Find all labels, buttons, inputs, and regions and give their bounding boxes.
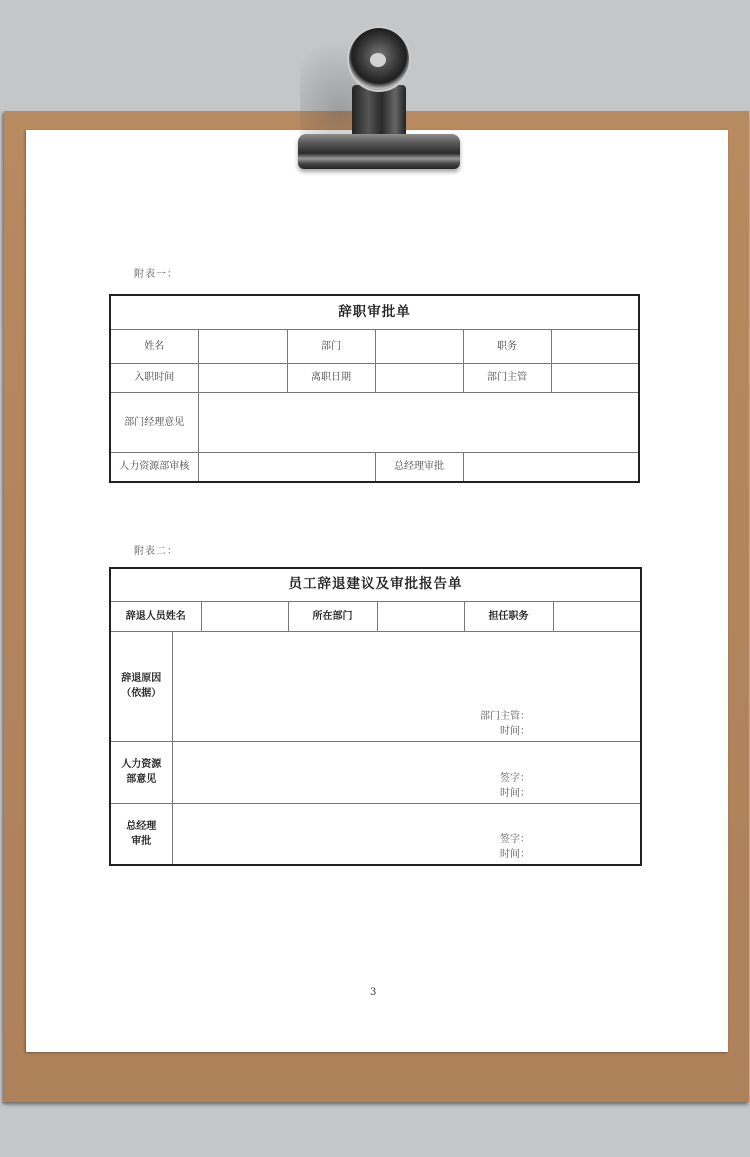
dismissal-report-form: [109, 567, 642, 866]
department-label: 部门: [287, 329, 375, 363]
signature-label: 签字：: [500, 772, 531, 784]
signature-block: [500, 771, 530, 801]
hr-review-field[interactable]: [198, 452, 375, 482]
label-line1: 人力资源: [121, 759, 162, 770]
manager-opinion-field[interactable]: [198, 392, 639, 452]
leave-date-field[interactable]: [375, 363, 463, 392]
date-label: 时间：: [500, 849, 531, 860]
manager-opinion-label: 部门经理意见: [110, 392, 198, 452]
binder-clip-neck: [352, 85, 406, 137]
label-line2: （依据）: [121, 688, 162, 699]
position-field[interactable]: [551, 329, 639, 363]
dismissal-reason-field[interactable]: [172, 631, 641, 741]
signature-block: [500, 832, 530, 862]
form-title: 辞职审批单: [110, 295, 639, 329]
label-line2: 部意见: [126, 774, 157, 785]
hr-opinion-label: [110, 741, 172, 803]
appendix1-caption: 附表一：: [134, 269, 178, 280]
supervisor-label: 部门主管: [463, 363, 551, 392]
binder-clip-icon: [298, 134, 460, 169]
name-field[interactable]: [198, 329, 287, 363]
page-number: 3: [370, 987, 377, 998]
hr-opinion-field[interactable]: [172, 741, 641, 803]
supervisor-field[interactable]: [551, 363, 639, 392]
position-field[interactable]: [553, 601, 641, 631]
label-line1: 总经理: [126, 820, 157, 832]
resignation-approval-form: [109, 294, 640, 483]
hr-review-label: 人力资源部审核: [110, 452, 198, 482]
gm-approval-field[interactable]: [172, 803, 641, 865]
date-label: 时间：: [500, 787, 531, 799]
department-field[interactable]: [375, 329, 463, 363]
signature-label: 签字：: [500, 834, 531, 845]
dismissed-name-label: 辞退人员姓名: [110, 601, 201, 631]
dismissal-reason-label: [110, 631, 172, 741]
gm-approval-label: 总经理审批: [375, 452, 463, 482]
department-label: 所在部门: [288, 601, 377, 631]
gm-approval-field[interactable]: [463, 452, 639, 482]
date-label: 时间：: [500, 725, 531, 737]
dismissed-name-field[interactable]: [201, 601, 288, 631]
department-field[interactable]: [377, 601, 464, 631]
join-date-field[interactable]: [198, 363, 287, 392]
label-line2: 审批: [131, 835, 152, 847]
join-date-label: 入职时间: [110, 363, 198, 392]
supervisor-sign-label: 部门主管：: [480, 710, 531, 722]
gm-approval-label: [110, 803, 172, 865]
position-label: 职务: [463, 329, 551, 363]
name-label: 姓名: [110, 329, 198, 363]
position-label: 担任职务: [464, 601, 553, 631]
leave-date-label: 离职日期: [287, 363, 375, 392]
binder-clip-hole: [370, 53, 386, 67]
label-line1: 辞退原因: [121, 673, 162, 684]
signature-block: [480, 709, 530, 739]
form-title: 员工辞退建议及审批报告单: [110, 568, 641, 601]
appendix2-caption: 附表二：: [134, 546, 178, 557]
